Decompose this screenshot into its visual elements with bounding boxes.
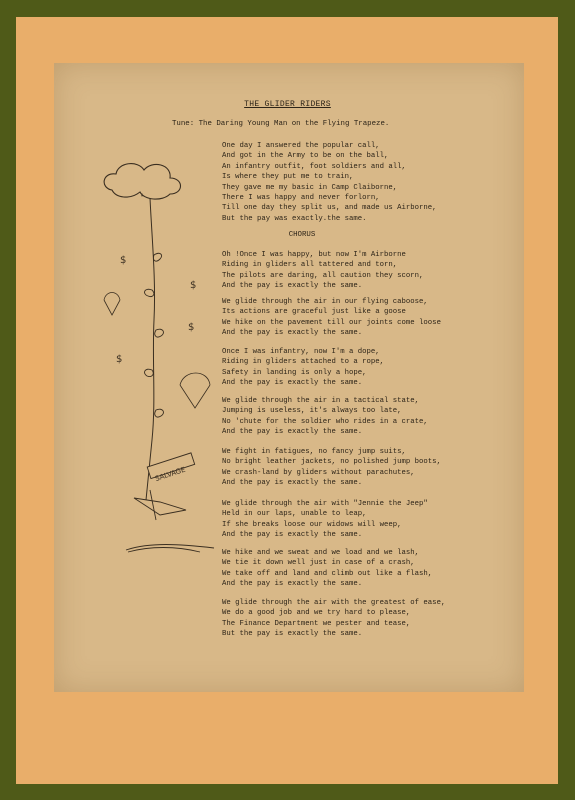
verse-line: And got in the Army to be on the ball,: [222, 152, 389, 161]
parachute-icon: [104, 293, 210, 409]
verse-line: But the pay was exactly.the same.: [222, 214, 367, 223]
verse-line: We glide through the air in a tactical state,: [222, 397, 420, 405]
verse-line: And the pay is exactly the same.: [222, 379, 363, 388]
dollar-sign-icons: [116, 255, 196, 365]
verse-line: The pilots are daring, all caution they scorn,: [222, 271, 424, 280]
verse-line: And the pay is exactly the same.: [222, 531, 363, 540]
svg-text:$: $: [120, 255, 127, 266]
stanza-6: [222, 447, 441, 489]
verse-line: We fight in fatigues, no fancy jump suits,: [222, 448, 406, 456]
verse-line: An infantry outfit, foot soldiers and all,: [222, 162, 406, 171]
verse-line: And the pay is exactly the same.: [222, 282, 363, 291]
crashed-glider-icon: [126, 490, 214, 552]
verse-line: Safety in landing is only a hope,: [222, 368, 367, 377]
svg-text:$: $: [188, 322, 195, 333]
verse-line: There I was happy and never forlorn,: [222, 194, 380, 203]
verse-line: Jumping is useless, it's always too late,: [222, 407, 402, 416]
tune-line: Tune: The Daring Young Man on the Flying Trapeze.: [172, 120, 390, 128]
verse-line: One day I answered the popular call,: [222, 142, 380, 150]
stanza-8: [222, 548, 432, 590]
verse-line: Till one day they split us, and made us Airborne,: [222, 204, 437, 213]
verse-line: We tie it down well just in case of a crash,: [222, 559, 415, 568]
verse-line: Riding in gliders attached to a rope,: [222, 358, 385, 367]
verse-line: We do a good job and we try hard to please,: [222, 609, 411, 618]
verse-line: No 'chute for the soldier who rides in a crate,: [222, 417, 428, 426]
verse-line: No bright leather jackets, no polished jump boots,: [222, 458, 441, 467]
verse-line: They gave me my basic in Camp Claiborne,: [222, 183, 398, 192]
svg-text:$: $: [190, 280, 197, 291]
chorus-heading: CHORUS: [288, 231, 316, 239]
verse-line: Oh !Once I was happy, but now I'm Airborne: [222, 251, 406, 259]
verse-line: Riding in gliders all tattered and torn,: [222, 261, 398, 270]
stanza-4: [222, 347, 384, 389]
tow-rope-line: [146, 198, 155, 500]
verse-line: And the pay is exactly the same.: [222, 479, 363, 488]
verse-line: And the pay is exactly the same.: [222, 428, 363, 437]
stanza-2: [222, 250, 423, 292]
verse-line: And the pay is exactly the same.: [222, 329, 363, 338]
verse-line: And the pay is exactly the same.: [222, 580, 363, 589]
verse-line: Its actions are graceful just like a goose: [222, 308, 406, 317]
svg-text:$: $: [116, 354, 123, 365]
stanza-1: [222, 141, 437, 224]
verse-line: We hike on the pavement till our joints come loose: [222, 318, 441, 327]
verse-line: Held in our laps, unable to leap,: [222, 510, 367, 519]
stanza-7: [222, 499, 428, 541]
verse-line: Is where they put me to train,: [222, 173, 354, 182]
verse-line: But the pay is exactly the same.: [222, 630, 363, 639]
salvage-sign-icon: [147, 453, 194, 483]
song-title: THE GLIDER RIDERS: [244, 100, 331, 109]
verse-line: The Finance Department we pester and tease,: [222, 619, 411, 628]
stanza-3: [222, 297, 441, 339]
svg-text:SALVAGE: SALVAGE: [154, 465, 187, 483]
verse-line: We glide through the air with the greatest of ease,: [222, 599, 446, 607]
verse-line: We glide through the air in our flying caboose,: [222, 298, 428, 306]
stanza-9: [222, 598, 445, 640]
verse-line: We hike and we sweat and we load and we lash,: [222, 549, 420, 557]
verse-line: We take off and land and climb out like a flash,: [222, 569, 433, 578]
verse-line: If she breaks loose our widows will weep,: [222, 520, 402, 529]
verse-line: Once I was infantry, now I'm a dope,: [222, 348, 380, 356]
verse-line: We glide through the air with "Jennie the Jeep": [222, 500, 428, 508]
stanza-5: [222, 396, 428, 438]
glider-doodle-illustration: [90, 160, 220, 570]
cloud-icon: [104, 164, 180, 199]
verse-line: We crash-land by gliders without parachutes,: [222, 468, 415, 477]
